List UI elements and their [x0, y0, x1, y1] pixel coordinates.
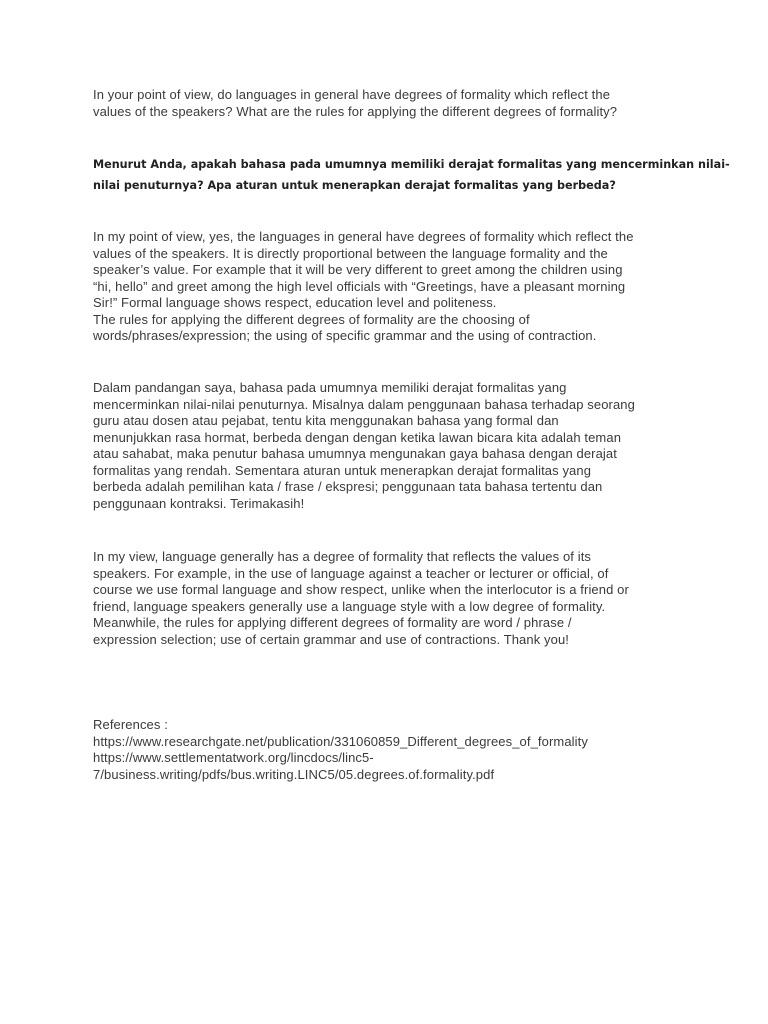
question-english-line: In your point of view, do languages in general have degrees of formality which reflect the — [93, 87, 611, 102]
answer-indonesian-line: penggunaan kontraksi. Terimakasih! — [93, 495, 305, 511]
question-indonesian-line: nilai penuturnya? Apa aturan untuk menerapkan derajat formalitas yang berbeda? — [93, 179, 616, 192]
answer-english-line: values of the speakers. It is directly proportional between the language formality and the — [93, 245, 608, 261]
answer-translation-line: course we use formal language and show respect, unlike when the interlocutor is a friend or — [93, 582, 629, 597]
question-english — [93, 87, 693, 120]
answer-translation-line: Meanwhile, the rules for applying different degrees of formality are word / phrase / — [93, 615, 572, 630]
answer-translation-line: friend, language speakers generally use a language style with a low degree of formality. — [93, 598, 606, 614]
answer-english-line: The rules for applying the different degrees of formality are the choosing of — [93, 311, 530, 327]
answer-english-translation — [93, 549, 693, 648]
answer-indonesian-line: berbeda adalah pemilihan kata / frase / ekspresi; penggunaan tata bahasa tertentu dan — [93, 479, 603, 494]
answer-english-line: In my point of view, yes, the languages in general have degrees of formality which reflect the — [93, 229, 634, 244]
reference-link[interactable]: https://www.researchgate.net/publication/331060859_Different_degrees_of_formality — [93, 733, 588, 749]
answer-indonesian-line: formalitas yang rendah. Sementara aturan untuk menerapkan derajat formalitas yang — [93, 462, 592, 478]
answer-english-line: Sir!” Formal language shows respect, education level and politeness. — [93, 295, 497, 310]
question-english-line: values of the speakers? What are the rules for applying the different degrees of formality? — [93, 103, 618, 119]
answer-english-line: “hi, hello” and greet among the high level officials with “Greetings, have a pleasant morning — [93, 278, 626, 294]
references-heading: References : — [93, 717, 168, 732]
answer-translation-line: speakers. For example, in the use of language against a teacher or lecturer or official, of — [93, 565, 609, 581]
references-section — [93, 717, 693, 783]
answer-indonesian-line: atau sahabat, maka penutur bahasa umumnya mengunakan gaya bahasa dengan derajat — [93, 446, 617, 461]
answer-english — [93, 229, 693, 345]
answer-translation-line: expression selection; use of certain grammar and use of contractions. Thank you! — [93, 631, 570, 647]
answer-english-line: words/phrases/expression; the using of specific grammar and the using of contraction. — [93, 328, 597, 343]
answer-indonesian-line: menunjukkan rasa hormat, berbeda dengan dengan ketika lawan bicara kita adalah teman — [93, 429, 622, 445]
reference-link-continuation[interactable]: 7/business.writing/pdfs/bus.writing.LINC5/05.degrees.of.formality.pdf — [93, 766, 495, 782]
question-indonesian — [93, 154, 730, 196]
answer-english-line: speaker’s value. For example that it will be very different to greet among the children using — [93, 262, 623, 277]
answer-indonesian-line: guru atau dosen atau pejabat, tentu kita menggunakan bahasa yang formal dan — [93, 413, 559, 428]
question-indonesian-line: Menurut Anda, apakah bahasa pada umumnya memiliki derajat formalitas yang mencerminkan nilai- — [93, 158, 730, 171]
reference-link[interactable]: https://www.settlementatwork.org/lincdocs/linc5- — [93, 750, 374, 765]
answer-indonesian-line: Dalam pandangan saya, bahasa pada umumnya memiliki derajat formalitas yang — [93, 380, 567, 395]
answer-translation-line: In my view, language generally has a degree of formality that reflects the values of its — [93, 549, 592, 564]
answer-indonesian — [93, 380, 693, 512]
answer-indonesian-line: mencerminkan nilai-nilai penuturnya. Misalnya dalam penggunaan bahasa terhadap seorang — [93, 396, 635, 412]
